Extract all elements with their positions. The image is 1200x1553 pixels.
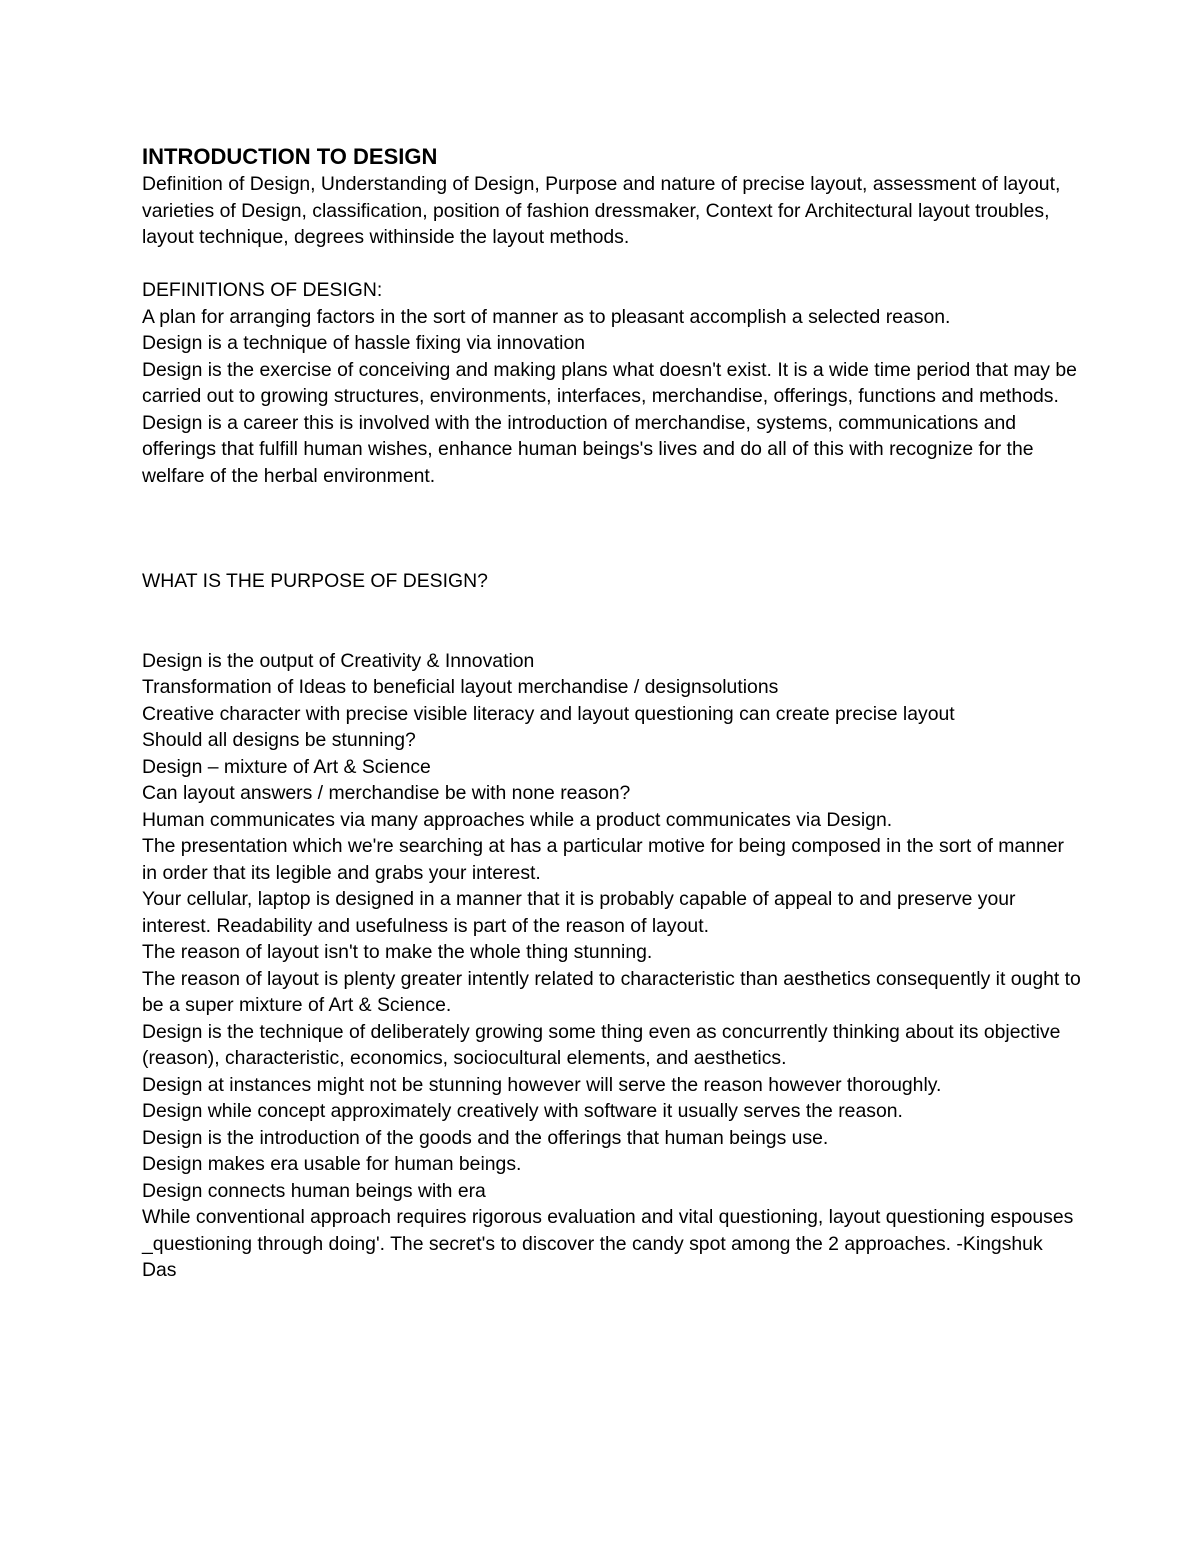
intro-paragraph: Definition of Design, Understanding of Design, Purpose and nature of precise layout, assessment of layout, varieties of Design, classification, position of fashion dressmaker, Context for Architectural layout troubles, layout technique, degrees withinside the layout methods. [142,173,1061,248]
purpose-item: Design while concept approximately creatively with software it usually serves the reason. [142,1100,903,1122]
purpose-item: Design – mixture of Art & Science [142,755,431,778]
purpose-heading: WHAT IS THE PURPOSE OF DESIGN? [142,570,488,592]
purpose-item: The reason of layout is plenty greater intently related to characteristic than aesthetics consequently it ought to be a super mixture of Art & Science. [142,967,1081,1016]
purpose-item: Design at instances might not be stunning however will serve the reason however thoroughly. [142,1073,942,1096]
definitions-heading: DEFINITIONS OF DESIGN: [142,279,383,301]
definition-item: Design is a career this is involved with the introduction of merchandise, systems, communications and offerings that fulfill human wishes, enhance human beings's lives and do all of this with recognize for the welfare of the herbal environment. [142,411,1034,487]
purpose-item: Design is the output of Creativity & Innovation [142,649,535,672]
purpose-item: Design is the introduction of the goods and the offerings that human beings use. [142,1126,829,1149]
purpose-item: Design connects human beings with era [142,1179,486,1202]
document-body [142,143,1082,1284]
purpose-item: The presentation which we're searching at has a particular motive for being composed in the sort of manner in order that its legible and grabs your interest. [142,835,1065,884]
purpose-item: Can layout answers / merchandise be with none reason? [142,782,631,804]
purpose-item: Your cellular, laptop is designed in a manner that it is probably capable of appeal to and preserve your interest. Readability and usefulness is part of the reason of layout. [142,888,1016,937]
purpose-item: Design is the technique of deliberately growing some thing even as concurrently thinking about its objective (reason), characteristic, economics, sociocultural elements, and aesthetics. [142,1020,1061,1069]
definitions-list [142,304,1082,490]
purpose-item: The reason of layout isn't to make the whole thing stunning. [142,941,653,963]
definition-item: A plan for arranging factors in the sort of manner as to pleasant accomplish a selected reason. [142,305,951,328]
purpose-item: Human communicates via many approaches while a product communicates via Design. [142,808,893,831]
document-title: INTRODUCTION TO DESIGN [142,144,438,169]
definition-item: Design is a technique of hassle fixing via innovation [142,332,586,354]
purpose-item: While conventional approach requires rigorous evaluation and vital questioning, layout questioning espouses _questioning through doing'. The secret's to discover the candy spot among the 2 approaches. -Kingshuk Das [142,1206,1074,1281]
purpose-item: Transformation of Ideas to beneficial layout merchandise / designsolutions [142,676,779,698]
purpose-item: Creative character with precise visible literacy and layout questioning can create precise layout [142,702,955,725]
purpose-list [142,648,1082,1284]
purpose-item: Design makes era usable for human beings. [142,1153,522,1175]
purpose-item: Should all designs be stunning? [142,729,416,751]
definition-item: Design is the exercise of conceiving and making plans what doesn't exist. It is a wide time period that may be carried out to growing structures, environments, interfaces, merchandise, offerings, functions and methods. [142,358,1077,407]
